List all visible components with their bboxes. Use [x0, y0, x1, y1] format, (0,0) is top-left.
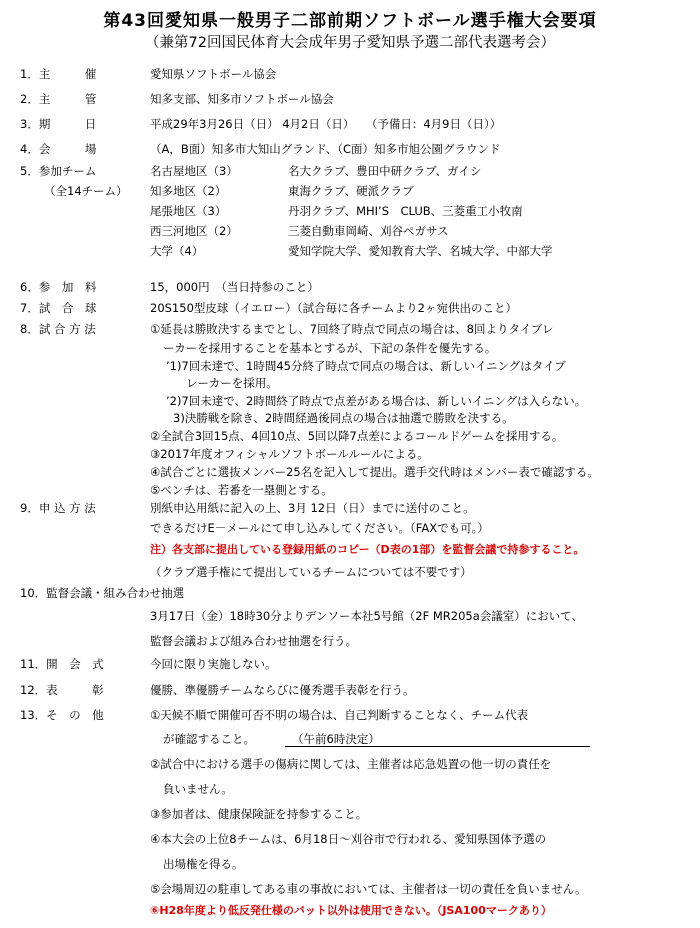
rule-line: ’2)7回未達で、2時間終了時点で点差がある場合は、新しいイニングは入らない。 — [166, 394, 587, 408]
section-value-ball: 20S150型皮球（イエロー）（試合毎に各チームより2ヶ宛供出のこと） — [150, 301, 517, 315]
underline-divider — [285, 746, 590, 747]
rule-line: ③2017年度オフィシャルソフトボールルールによる。 — [150, 447, 429, 461]
section-label-opening-ceremony: 11．開 会 式 — [20, 657, 104, 671]
region-teams: 愛知学院大学、愛知教育大学、名城大学、中部大学 — [288, 244, 553, 258]
section-value-venue: （A，B面）知多市大知山グランド、（C面）知多市旭公園グラウンド — [150, 142, 501, 156]
region-teams: 東海クラブ、硬派クラブ — [288, 184, 414, 198]
rule-line: ①延長は勝敗決するまでとし、7回終了時点で同点の場合は、8回よりタイブレ — [150, 322, 554, 336]
rule-line: ⑤ベンチは、若番を一塁側とする。 — [150, 483, 333, 497]
application-note: （クラブ選手権にて提出しているチームについては不要です） — [150, 565, 472, 579]
region-name: 知多地区（2） — [150, 184, 227, 198]
other-line: 負いません。 — [163, 782, 233, 796]
section-value-date: 平成29年3月26日（日） 4月2日（日） （予備日：4月9日（日）） — [150, 117, 502, 131]
region-name: 尾張地区（3） — [150, 204, 227, 218]
region-teams: 名大クラブ、豊田中研クラブ、ガイシ — [288, 164, 482, 178]
rule-line: ②全試合3回15点、4回10点、5回以降7点差によるコールドゲームを採用する。 — [150, 429, 564, 443]
rule-line: ーカーを採用することを基本とするが、下記の条件を優先する。 — [163, 341, 497, 355]
region-name: 名古屋地区（3） — [150, 164, 238, 178]
section-value-fee: 15，000円 （当日持参のこと） — [150, 280, 319, 294]
meeting-line: 監督会議および組み合わせ抽選を行う。 — [150, 634, 357, 648]
other-line: ④本大会の上位8チームは、6月18日～刈谷市で行われる、愛知県国体予選の — [150, 832, 547, 846]
section-label-fee: 6．参 加 料 — [20, 280, 97, 294]
other-line: ①天候不順で開催可否不明の場合は、自己判断することなく、チーム代表 — [150, 708, 529, 722]
section-label-other: 13．そ の 他 — [20, 708, 104, 722]
section-value-management: 知多支部、知多市ソフトボール協会 — [150, 92, 334, 106]
section-label-application: 9．申 込 方 法 — [20, 501, 96, 515]
application-notice: 注）各支部に提出している登録用紙のコピー（D表の1部）を監督会議で持参すること。 — [150, 543, 585, 556]
page-subtitle: （兼第72回国民体育大会成年男子愛知県予選二部代表選考会） — [145, 35, 555, 51]
section-label-awards: 12．表 彰 — [20, 683, 104, 697]
section-label-management: 2．主 管 — [20, 92, 97, 106]
region-teams: 丹羽クラブ、MHI’S CLUB、三菱重工小牧南 — [288, 204, 523, 218]
region-name: 西三河地区（2） — [150, 224, 238, 238]
section-label-manager-meeting: 10．監督会議・組み合わせ抽選 — [20, 586, 185, 600]
other-line: ③参加者は、健康保険証を持参すること。 — [150, 807, 368, 821]
rule-line: レーカーを採用。 — [186, 376, 278, 390]
other-line: ②試合中における選手の傷病に関しては、主催者は応急処置の他一切の責任を — [150, 757, 552, 771]
section-value-awards: 優勝、準優勝チームならびに優秀選手表彰を行う。 — [150, 683, 415, 697]
section-label-date: 3．期 日 — [20, 117, 97, 131]
meeting-line: 3月17日（金）18時30分よりデンソー本社5号館（2F MR205a会議室）において、 — [150, 609, 584, 623]
region-teams: 三菱自動車岡崎、刈谷ペガサス — [288, 224, 449, 238]
section-value-opening-ceremony: 今回に限り実施しない。 — [150, 657, 277, 671]
section-label-teams: 5．参加チーム — [20, 164, 97, 178]
section-sublabel-teams: （全14チーム） — [44, 184, 128, 198]
other-line: ⑤会場周辺の駐車してある車の事故においては、主催者は一切の責任を負いません。 — [150, 882, 587, 896]
region-name: 大学（4） — [150, 244, 204, 258]
other-line: が確認すること。 — [163, 732, 255, 746]
section-label-ball: 7．試 合 球 — [20, 301, 97, 315]
section-value-organizer: 愛知県ソフトボール協会 — [150, 67, 277, 81]
application-line: できるだけE－メールにて申し込みしてください。（FAXでも可。） — [150, 521, 489, 535]
bat-notice: ⑥H28年度より低反発仕様のバット以外は使用できない。（JSA100マークあり） — [150, 904, 552, 917]
section-label-venue: 4．会 場 — [20, 142, 97, 156]
rule-line: ’1)7回未達で、1時間45分終了時点で同点の場合は、新しいイニングはタイブ — [166, 359, 566, 373]
section-label-game-method: 8．試 合 方 法 — [20, 322, 96, 336]
rule-line: ④試合ごとに選抜メンバー25名を記入して提出。選手交代時はメンバー表で確認する。 — [150, 465, 599, 479]
page-title: 第43回愛知県一般男子二部前期ソフトボール選手権大会要項 — [103, 11, 597, 31]
application-line: 別紙申込用紙に記入の上、3月 12日（日）までに送付のこと。 — [150, 501, 475, 515]
rule-line: 3)決勝戦を除き、2時間経過後同点の場合は抽選で勝敗を決する。 — [173, 411, 514, 425]
decision-time: （午前6時決定） — [292, 732, 380, 746]
section-label-organizer: 1．主 催 — [20, 67, 97, 81]
other-line: 出場権を得る。 — [163, 857, 244, 871]
